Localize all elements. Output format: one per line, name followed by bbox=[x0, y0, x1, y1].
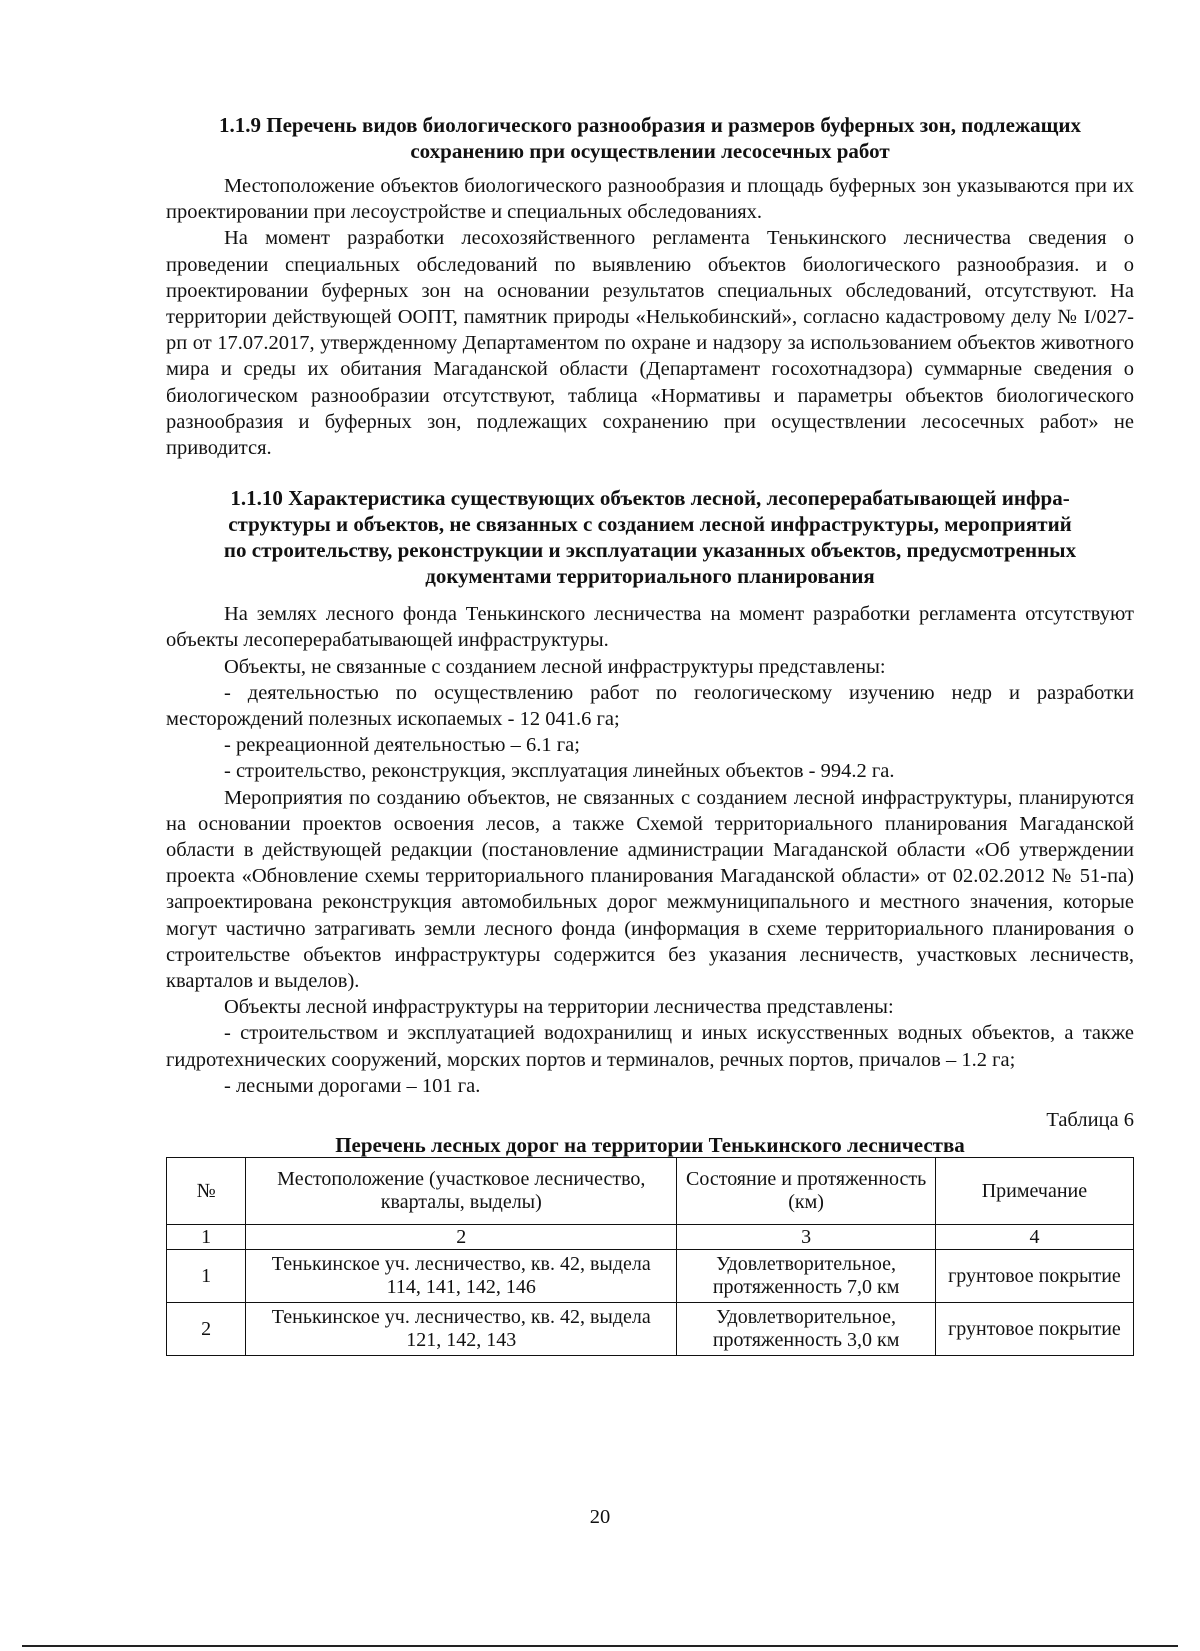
heading-line: документами территориального планирования bbox=[425, 564, 875, 589]
table-title: Перечень лесных дорог на территории Тенькинского лесничества bbox=[335, 1133, 965, 1158]
paragraph: На момент разработки лесохозяйственного регламента Тенькинского лесничества сведения о проведении специальных обследований по выявлению объектов биологического разнообразия. и о проектировании буферных зон на основании результатов специальных обследований, отсутствуют. На территории действующей ООПТ, памятник природы «Нелькобинский», согласно кадастровому делу № I/027-рп от 17.07.2017, утвержденному Департаментом по охране и надзору за использованием объектов животного мира и среды их обитания Магаданской области (Департамент госохотнадзора) суммарные сведения о биологическом разнообразии отсутствуют, таблица «Нормативы и параметры объектов биологического разнообразия и буферных зон, подлежащих сохранению при осуществлении лесосечных работ» не приводится. bbox=[166, 227, 1134, 460]
table-cell: Тенькинское уч. лесничество, кв. 42, выдела 121, 142, 143 bbox=[246, 1303, 677, 1356]
table-cell: Удовлетворительное, протяженность 3,0 км bbox=[677, 1303, 936, 1356]
table-cell: 3 bbox=[677, 1225, 936, 1250]
heading-line: сохранению при осуществлении лесосечных работ bbox=[410, 139, 890, 163]
table-cell: грунтовое покрытие bbox=[935, 1303, 1133, 1356]
header-location: Местоположение (участковое лесничество, кварталы, выделы) bbox=[246, 1158, 677, 1225]
document-page bbox=[166, 112, 1134, 1356]
section-heading-1-1-10 bbox=[166, 485, 1134, 589]
table-cell: 2 bbox=[167, 1303, 246, 1356]
paragraph: Объекты, не связанные с созданием лесной инфраструктуры представлены: bbox=[224, 655, 886, 678]
heading-line: структуры и объектов, не связанных с созданием лесной инфраструктуры, мероприятий bbox=[228, 512, 1072, 537]
header-num: № bbox=[167, 1158, 246, 1225]
paragraph: Мероприятия по созданию объектов, не связанных с созданием лесной инфраструктуры, планируются на основании проектов освоения лесов, а также Схемой территориального планирования Магаданской области в действующей редакции (постановление администрации Магаданской области «Об утверждении проекта «Обновление схемы территориального планирования Магаданской области» от 02.02.2012 № 51-па) запроектирована реконструкция автомобильных дорог межмуниципального и местного значения, которые могут частично затрагивать земли лесного фонда (информация в схеме территориального планирования о строительстве объектов инфраструктуры содержится без указания лесничеств, участковых лесничеств, кварталов и выделов). bbox=[166, 786, 1134, 993]
table-label: Таблица 6 bbox=[1046, 1109, 1134, 1132]
list-item: - рекреационной деятельностью – 6.1 га; bbox=[224, 734, 580, 757]
list-item: - деятельностью по осуществлению работ по геологическому изучению недр и разработки месторождений полезных ископаемых - 12 041.6 га; bbox=[166, 681, 1134, 731]
table-cell: Тенькинское уч. лесничество, кв. 42, выдела 114, 141, 142, 146 bbox=[246, 1250, 677, 1303]
bottom-scan-edge bbox=[22, 1645, 1178, 1647]
heading-line: 1.1.10 Характеристика существующих объектов лесной, лесоперерабатывающей инфра- bbox=[230, 486, 1070, 511]
table-cell: 1 bbox=[167, 1225, 246, 1250]
paragraph: Объекты лесной инфраструктуры на территории лесничества представлены: bbox=[224, 996, 894, 1019]
header-note: Примечание bbox=[935, 1158, 1133, 1225]
paragraph: На землях лесного фонда Тенькинского лесничества на момент разработки регламента отсутствуют объекты лесоперерабатывающей инфраструктуры. bbox=[166, 603, 1134, 652]
table-cell: 2 bbox=[246, 1225, 677, 1250]
table-index-row bbox=[167, 1225, 1134, 1250]
list-item: - строительство, реконструкция, эксплуатация линейных объектов - 994.2 га. bbox=[224, 760, 895, 783]
list-item: - лесными дорогами – 101 га. bbox=[224, 1074, 481, 1097]
table-header-row bbox=[167, 1158, 1134, 1225]
heading-line: по строительству, реконструкции и эксплуатации указанных объектов, предусмотренных bbox=[223, 538, 1077, 563]
section-heading-1-1-9 bbox=[166, 112, 1134, 164]
list-item: - строительством и эксплуатацией водохранилищ и иных искусственных водных объектов, а также гидротехнических сооружений, морских портов и терминалов, речных портов, причалов – 1.2 га; bbox=[166, 1022, 1134, 1071]
table-cell: Удовлетворительное, протяженность 7,0 км bbox=[677, 1250, 936, 1303]
page-number: 20 bbox=[589, 1506, 611, 1528]
table-cell: 4 bbox=[935, 1225, 1133, 1250]
heading-line: 1.1.9 Перечень видов биологического разнообразия и размеров буферных зон, подлежащих bbox=[219, 113, 1081, 137]
paragraph: Местоположение объектов биологического разнообразия и площадь буферных зон указываются при их проектировании при лесоустройстве и специальных обследованиях. bbox=[166, 175, 1134, 224]
forest-roads-table bbox=[166, 1157, 1134, 1356]
header-state: Состояние и протяженность (км) bbox=[677, 1158, 936, 1225]
table-cell: 1 bbox=[167, 1250, 246, 1303]
table-row bbox=[167, 1250, 1134, 1303]
table-cell: грунтовое покрытие bbox=[935, 1250, 1133, 1303]
table-row bbox=[167, 1303, 1134, 1356]
